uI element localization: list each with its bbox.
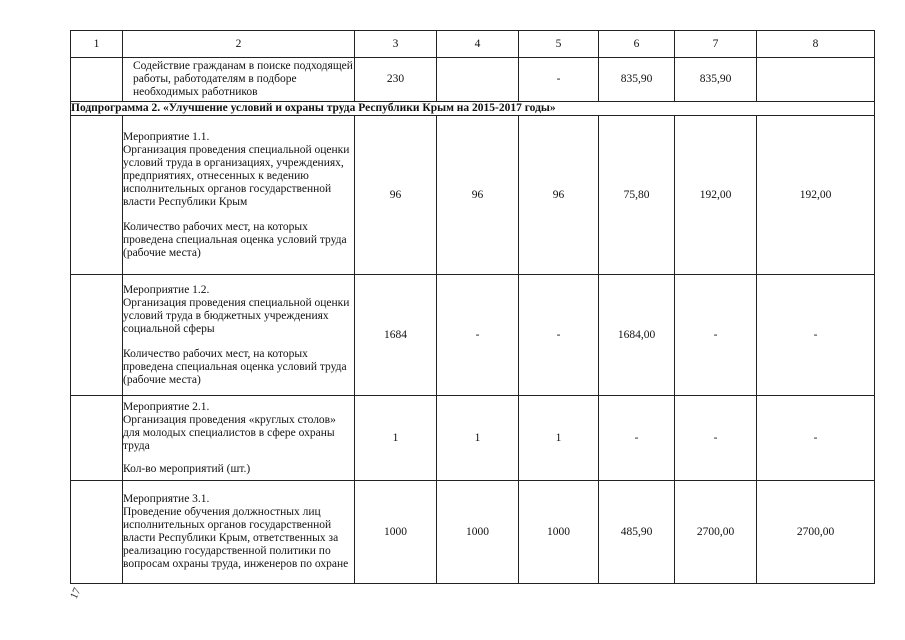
value-cell: 2700,00 (675, 481, 757, 584)
measure-title: Мероприятие 1.2. (123, 283, 210, 296)
value-cell: 1 (355, 396, 437, 481)
header-cell: 3 (355, 31, 437, 58)
header-cell: 2 (123, 31, 355, 58)
measure-text: Организация проведения специальной оценки условий труда в организациях, учреждениях, предприятиях, отнесенных к ведению исполнительных органов государственной власти Республики Крым (123, 143, 350, 208)
measure-indicator: Кол-во мероприятий (шт.) (123, 462, 251, 475)
measure-title: Мероприятие 3.1. (123, 493, 210, 505)
empty-cell (71, 275, 123, 396)
header-cell: 7 (675, 31, 757, 58)
value-cell (757, 58, 875, 102)
measure-title: Мероприятие 2.1. (123, 400, 210, 413)
value-cell: 1000 (437, 481, 519, 584)
document-page (70, 30, 875, 584)
measure-title: Мероприятие 1.1. (123, 130, 210, 143)
program-table (70, 30, 875, 584)
value-cell: - (675, 275, 757, 396)
measure-description (123, 396, 355, 481)
value-cell: 1684,00 (599, 275, 675, 396)
table-row (71, 116, 875, 275)
value-cell: - (519, 58, 599, 102)
measure-description (123, 275, 355, 396)
table-row (71, 275, 875, 396)
value-cell (437, 58, 519, 102)
empty-cell (71, 396, 123, 481)
table-row (71, 396, 875, 481)
row-description: Содействие гражданам в поиске подходящей работы, работодателям в подборе необходимых работников (123, 58, 355, 102)
page-margin-mark: 17 (68, 586, 84, 602)
value-cell: 96 (355, 116, 437, 275)
measure-description (123, 116, 355, 275)
table-row (71, 481, 875, 584)
value-cell: 192,00 (757, 116, 875, 275)
value-cell: 2700,00 (757, 481, 875, 584)
value-cell: 96 (519, 116, 599, 275)
value-cell: - (757, 275, 875, 396)
value-cell: - (675, 396, 757, 481)
value-cell: 230 (355, 58, 437, 102)
value-cell: 835,90 (675, 58, 757, 102)
header-cell: 6 (599, 31, 675, 58)
value-cell: 485,90 (599, 481, 675, 584)
header-cell: 1 (71, 31, 123, 58)
value-cell: 835,90 (599, 58, 675, 102)
measure-description (123, 481, 355, 584)
header-cell: 4 (437, 31, 519, 58)
subprogram-title: Подпрограмма 2. «Улучшение условий и охраны труда Республики Крым на 2015-2017 годы» (71, 102, 875, 116)
value-cell: 96 (437, 116, 519, 275)
value-cell: - (757, 396, 875, 481)
measure-text: Проведение обучения должностных лиц исполнительных органов государственной власти Республики Крым, ответственных за реализацию государственной политики по вопросам охраны труда, инженеров по охране (123, 506, 349, 570)
header-cell: 8 (757, 31, 875, 58)
subprogram-row (71, 102, 875, 116)
measure-indicator: Количество рабочих мест, на которых проведена специальная оценка условий труда (рабочие места) (123, 220, 347, 259)
empty-cell (71, 481, 123, 584)
value-cell: 1000 (519, 481, 599, 584)
value-cell: 1000 (355, 481, 437, 584)
table-row (71, 58, 875, 102)
empty-cell (71, 58, 123, 102)
value-cell: 1684 (355, 275, 437, 396)
header-cell: 5 (519, 31, 599, 58)
value-cell: 192,00 (675, 116, 757, 275)
value-cell: 1 (437, 396, 519, 481)
value-cell: - (519, 275, 599, 396)
value-cell: 75,80 (599, 116, 675, 275)
value-cell: 1 (519, 396, 599, 481)
value-cell: - (599, 396, 675, 481)
measure-text: Организация проведения специальной оценки условий труда в бюджетных учреждениях социальной сферы (123, 296, 350, 335)
measure-text: Организация проведения «круглых столов» для молодых специалистов в сфере охраны труда (123, 413, 336, 452)
empty-cell (71, 116, 123, 275)
table-header-row (71, 31, 875, 58)
value-cell: - (437, 275, 519, 396)
measure-indicator: Количество рабочих мест, на которых проведена специальная оценка условий труда (рабочие места) (123, 347, 347, 386)
